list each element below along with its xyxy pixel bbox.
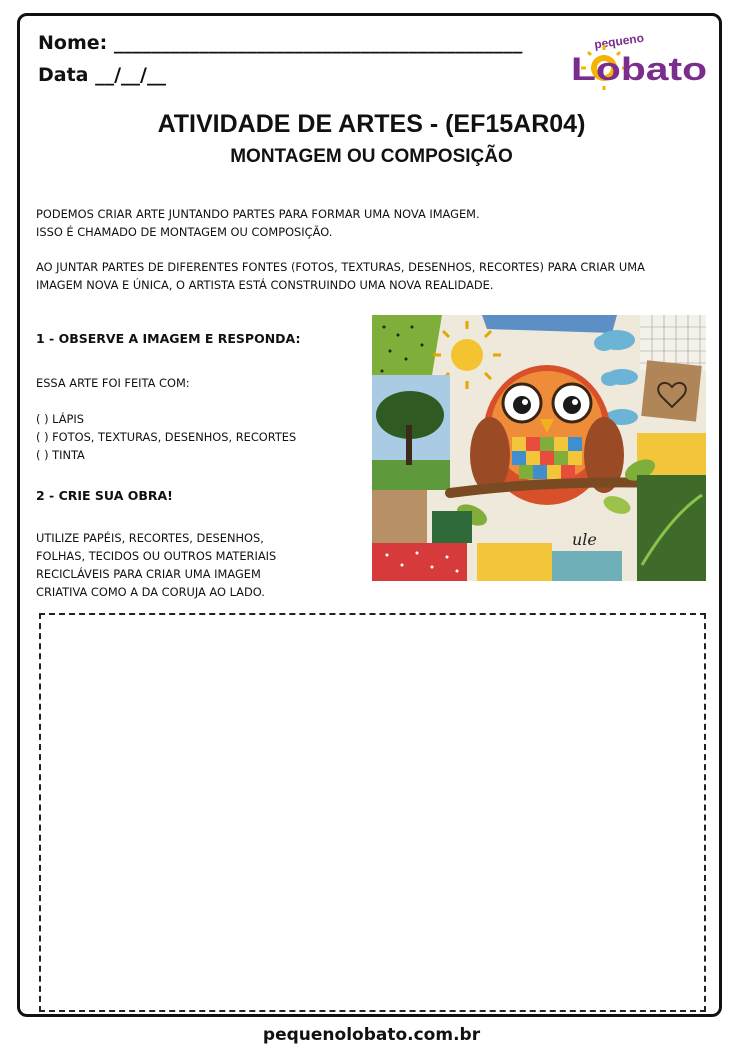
question-2-title: 2 - CRIE SUA OBRA! [36, 488, 173, 503]
question-2-line: FOLHAS, TECIDOS OU OUTROS MATERIAIS [36, 549, 277, 563]
pequeno-lobato-logo [566, 30, 711, 90]
logo-main-word: Lobato [571, 51, 707, 87]
option-lapis[interactable]: ( ) LÁPIS [36, 412, 84, 426]
intro-paragraph-1-line-2: ISSO É CHAMADO DE MONTAGEM OU COMPOSIÇÃO. [36, 225, 333, 239]
page-title: ATIVIDADE DE ARTES - (EF15AR04) [157, 110, 586, 138]
option-collage-materials[interactable]: ( ) FOTOS, TEXTURAS, DESENHOS, RECORTES [36, 430, 297, 444]
owl-collage-image [372, 315, 706, 581]
question-2-line: UTILIZE PAPÉIS, RECORTES, DESENHOS, [36, 531, 264, 545]
option-tinta[interactable]: ( ) TINTA [36, 448, 85, 462]
intro-paragraph-2-line-2: IMAGEM NOVA E ÚNICA, O ARTISTA ESTÁ CONSTRUINDO UMA NOVA REALIDADE. [36, 278, 494, 292]
date-field-label: Data __/__/__ [38, 64, 166, 86]
question-1-prompt: ESSA ARTE FOI FEITA COM: [36, 376, 190, 390]
intro-paragraph-1-line-1: PODEMOS CRIAR ARTE JUNTANDO PARTES PARA FORMAR UMA NOVA IMAGEM. [36, 207, 480, 221]
page-subtitle: MONTAGEM OU COMPOSIÇÃO [230, 146, 513, 167]
footer-url[interactable]: pequenolobato.com.br [262, 1025, 481, 1045]
question-1-title: 1 - OBSERVE A IMAGEM E RESPONDA: [36, 331, 301, 346]
question-2-line: RECICLÁVEIS PARA CRIAR UMA IMAGEM [36, 567, 261, 581]
name-field-label: Nome: ___________________________________________ [38, 32, 523, 54]
svg-text:ule: ule [572, 530, 597, 549]
drawing-area[interactable] [39, 613, 706, 1012]
intro-paragraph-2-line-1: AO JUNTAR PARTES DE DIFERENTES FONTES (FOTOS, TEXTURAS, DESENHOS, RECORTES) PARA CRIAR UMA [36, 260, 645, 274]
logo-top-word: pequeno [593, 30, 645, 52]
question-2-line: CRIATIVA COMO A DA CORUJA AO LADO. [36, 585, 265, 599]
